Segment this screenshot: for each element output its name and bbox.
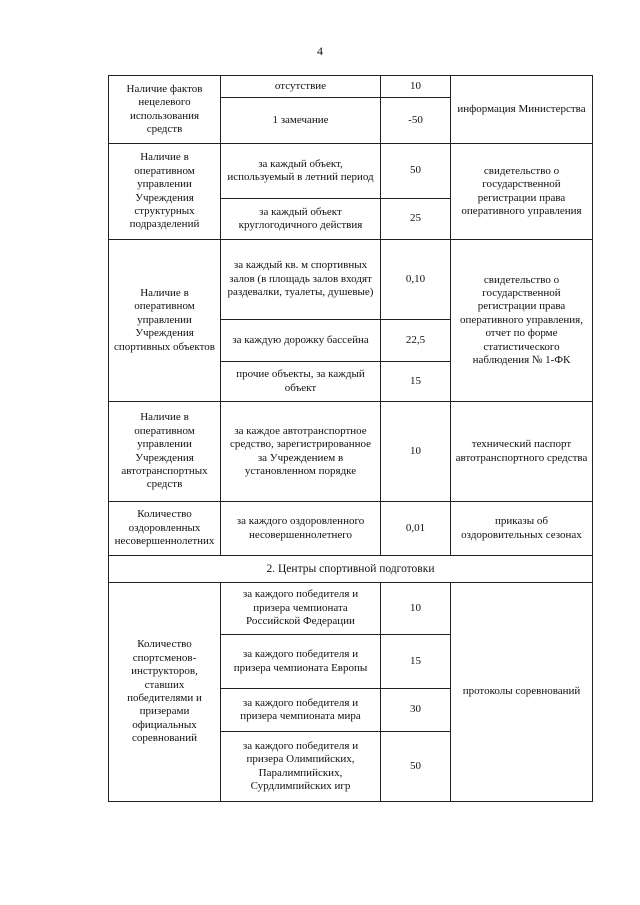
condition-cell: прочие объекты, за каждый объект (221, 362, 381, 402)
table-row (109, 583, 593, 635)
source-cell: технический паспорт автотранспортного средства (451, 402, 593, 502)
table-row (109, 144, 593, 199)
condition-cell: 1 замечание (221, 98, 381, 144)
criterion-cell: Наличие фактов нецелевого использования средств (109, 76, 221, 144)
table-row (109, 240, 593, 320)
points-cell: 15 (381, 635, 451, 689)
table-row (109, 402, 593, 502)
condition-cell: за каждую дорожку бассейна (221, 320, 381, 362)
condition-cell: отсутствие (221, 76, 381, 98)
points-cell: -50 (381, 98, 451, 144)
points-cell: 10 (381, 583, 451, 635)
condition-cell: за каждого оздоровленного несовершеннолетнего (221, 502, 381, 556)
section-header-row (109, 556, 593, 583)
condition-cell: за каждого победителя и призера чемпионата Европы (221, 635, 381, 689)
criterion-cell: Наличие в оперативном управлении Учреждения автотранспортных средств (109, 402, 221, 502)
criteria-table (108, 75, 593, 802)
condition-cell: за каждое автотранспортное средство, зарегистрированное за Учреждением в установленном порядке (221, 402, 381, 502)
condition-cell: за каждый кв. м спортивных залов (в площадь залов входят раздевалки, туалеты, душевые) (221, 240, 381, 320)
criterion-cell: Количество спортсменов-инструкторов, ставших победителями и призерами официальных соревнований (109, 583, 221, 802)
source-cell: свидетельство о государственной регистрации права оперативного управления (451, 144, 593, 240)
points-cell: 50 (381, 144, 451, 199)
source-cell: свидетельство о государственной регистрации права оперативного управления, отчет по форме статистического наблюдения № 1-ФК (451, 240, 593, 402)
table-row (109, 76, 593, 98)
points-cell: 10 (381, 402, 451, 502)
page-number: 4 (317, 44, 323, 58)
points-cell: 25 (381, 199, 451, 240)
source-cell: приказы об оздоровительных сезонах (451, 502, 593, 556)
condition-cell: за каждый объект, используемый в летний период (221, 144, 381, 199)
points-cell: 0,01 (381, 502, 451, 556)
source-cell: протоколы соревнований (451, 583, 593, 802)
condition-cell: за каждый объект круглогодичного действия (221, 199, 381, 240)
points-cell: 15 (381, 362, 451, 402)
criterion-cell: Наличие в оперативном управлении Учреждения структурных подразделений (109, 144, 221, 240)
points-cell: 10 (381, 76, 451, 98)
condition-cell: за каждого победителя и призера чемпионата Российской Федерации (221, 583, 381, 635)
condition-cell: за каждого победителя и призера чемпионата мира (221, 689, 381, 732)
points-cell: 30 (381, 689, 451, 732)
criterion-cell: Наличие в оперативном управлении Учреждения спортивных объектов (109, 240, 221, 402)
condition-cell: за каждого победителя и призера Олимпийских, Паралимпийских, Сурдлимпийских игр (221, 732, 381, 802)
points-cell: 0,10 (381, 240, 451, 320)
source-cell: информация Министерства (451, 76, 593, 144)
criterion-cell: Количество оздоровленных несовершеннолетних (109, 502, 221, 556)
points-cell: 22,5 (381, 320, 451, 362)
points-cell: 50 (381, 732, 451, 802)
table-row (109, 502, 593, 556)
section-title: 2. Центры спортивной подготовки (109, 556, 593, 583)
